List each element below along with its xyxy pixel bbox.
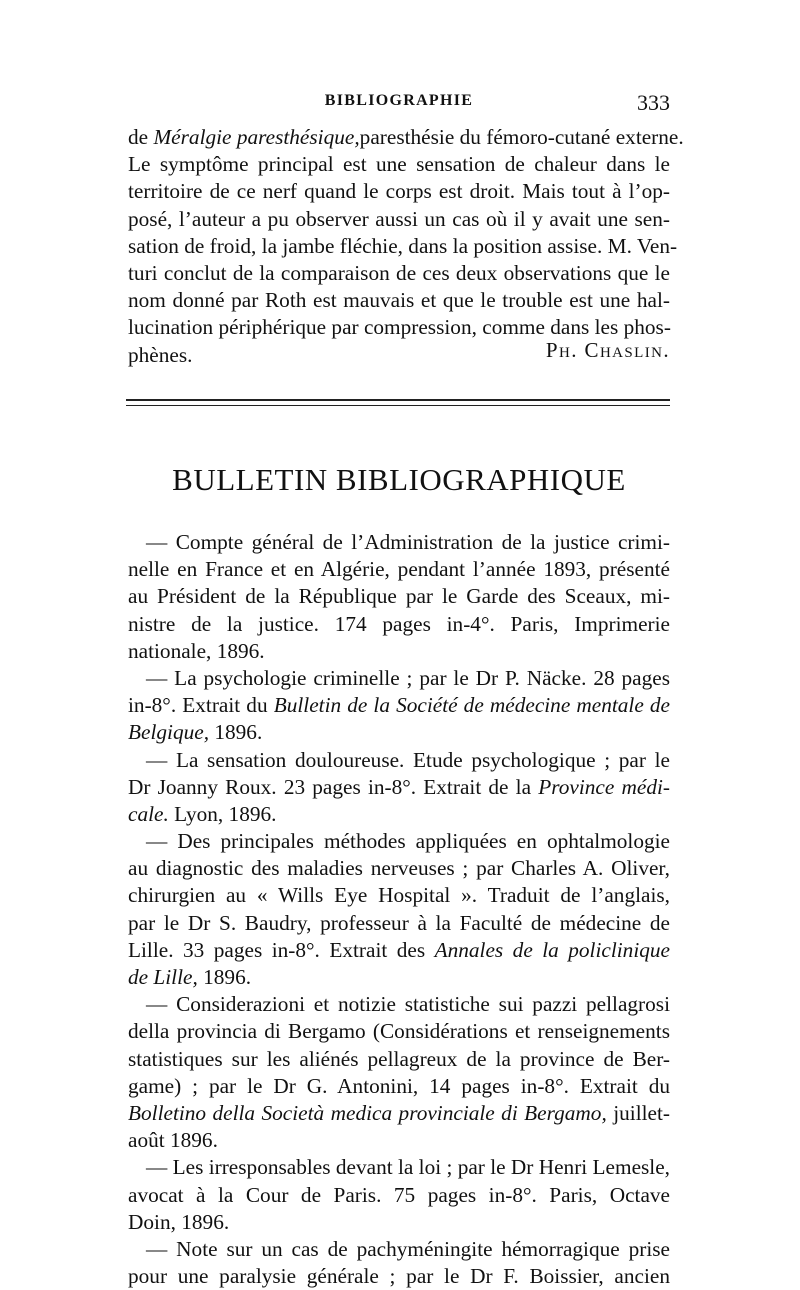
entry-line: Lille. 33 pages in-8°. Extrait des Annales de la policlinique xyxy=(128,937,670,962)
entry-line: Doin, 1896. xyxy=(128,1209,230,1234)
section-title: BULLETIN BIBLIOGRAPHIQUE xyxy=(172,462,626,497)
entry-line: — Les irresponsables devant la loi ; par le Dr Henri Lemesle, xyxy=(146,1155,670,1180)
entry-line: nelle en France et en Algérie, pendant l’année 1893, présenté xyxy=(128,557,670,582)
entry-line: — Note sur un cas de pachyméningite hémorragique prise xyxy=(146,1236,670,1261)
entry-line: avocat à la Cour de Paris. 75 pages in-8°. Paris, Octave xyxy=(128,1182,670,1207)
entry-line: Dr Joanny Roux. 23 pages in-8°. Extrait de la Province médi- xyxy=(128,774,670,799)
entry-line: chirurgien au « Wills Eye Hospital ». Traduit de l’anglais, xyxy=(128,883,670,908)
entry-line: della provincia di Bergamo (Considérations et renseignements xyxy=(128,1019,670,1044)
text-line: sation de froid, la jambe fléchie, dans la position assise. M. Ven- xyxy=(128,233,678,258)
entry-line: — Compte général de l’Administration de la justice crimi- xyxy=(146,530,670,554)
entry-line: Belgique, 1896. xyxy=(128,720,263,745)
running-title: BIBLIOGRAPHIE xyxy=(324,92,474,109)
entry-line: — La psychologie criminelle ; par le Dr P. Näcke. 28 pages xyxy=(146,665,670,690)
entry-line: au diagnostic des maladies nerveuses ; par Charles A. Oliver, xyxy=(128,856,670,881)
entry-line: nationale, 1896. xyxy=(128,638,265,663)
entry-line: août 1896. xyxy=(128,1128,218,1153)
text-line: turi conclut de la comparaison de ces deux observations que le xyxy=(128,260,670,285)
entry-line: Bolletino della Società medica provinciale di Bergamo, juillet- xyxy=(128,1100,670,1125)
entry-line: — La sensation douloureuse. Etude psychologique ; par le xyxy=(146,747,670,772)
entry-line: game) ; par le Dr G. Antonini, 14 pages in-8°. Extrait du xyxy=(128,1073,670,1098)
text-line: phènes. xyxy=(128,342,193,367)
text-line: territoire de ce nerf quand le corps est droit. Mais tout à l’op- xyxy=(128,179,670,204)
review-paragraph xyxy=(128,124,684,369)
text-line: de Méralgie paresthésique,paresthésie du fémoro-cutané externe. xyxy=(128,125,684,149)
entry-line: au Président de la République par le Garde des Sceaux, mi- xyxy=(128,584,670,609)
entry-line: nistre de la justice. 174 pages in-4°. Paris, Imprimerie xyxy=(128,611,670,636)
text-line: posé, l’auteur a pu observer aussi un cas où il y avait une sen- xyxy=(128,206,670,231)
signature: Ph. Chaslin. xyxy=(545,338,670,362)
text-line: lucination périphérique par compression, comme dans les phos- xyxy=(128,315,671,340)
section-divider-thin xyxy=(126,405,670,406)
entry-line: cale. Lyon, 1896. xyxy=(128,801,277,826)
text-line: nom donné par Roth est mauvais et que le trouble est une hal- xyxy=(128,288,670,313)
entry-line: par le Dr S. Baudry, professeur à la Faculté de médecine de xyxy=(128,910,670,935)
text-line: Le symptôme principal est une sensation de chaleur dans le xyxy=(128,152,670,177)
running-head xyxy=(128,92,670,118)
entry-line: statistiques sur les aliénés pellagreux de la province de Ber- xyxy=(128,1046,670,1071)
page-number: 333 xyxy=(637,90,670,115)
bulletin-entries xyxy=(128,529,670,1290)
entry-line: de Lille, 1896. xyxy=(128,965,252,989)
section-divider xyxy=(126,399,670,401)
entry-line: in-8°. Extrait du Bulletin de la Société de médecine mentale de xyxy=(128,693,671,718)
entry-line: — Considerazioni et notizie statistiche sui pazzi pellagrosi xyxy=(146,992,670,1017)
entry-line: — Des principales méthodes appliquées en ophtalmologie xyxy=(146,829,670,854)
entry-line: pour une paralysie générale ; par le Dr F. Boissier, ancien xyxy=(128,1264,670,1289)
